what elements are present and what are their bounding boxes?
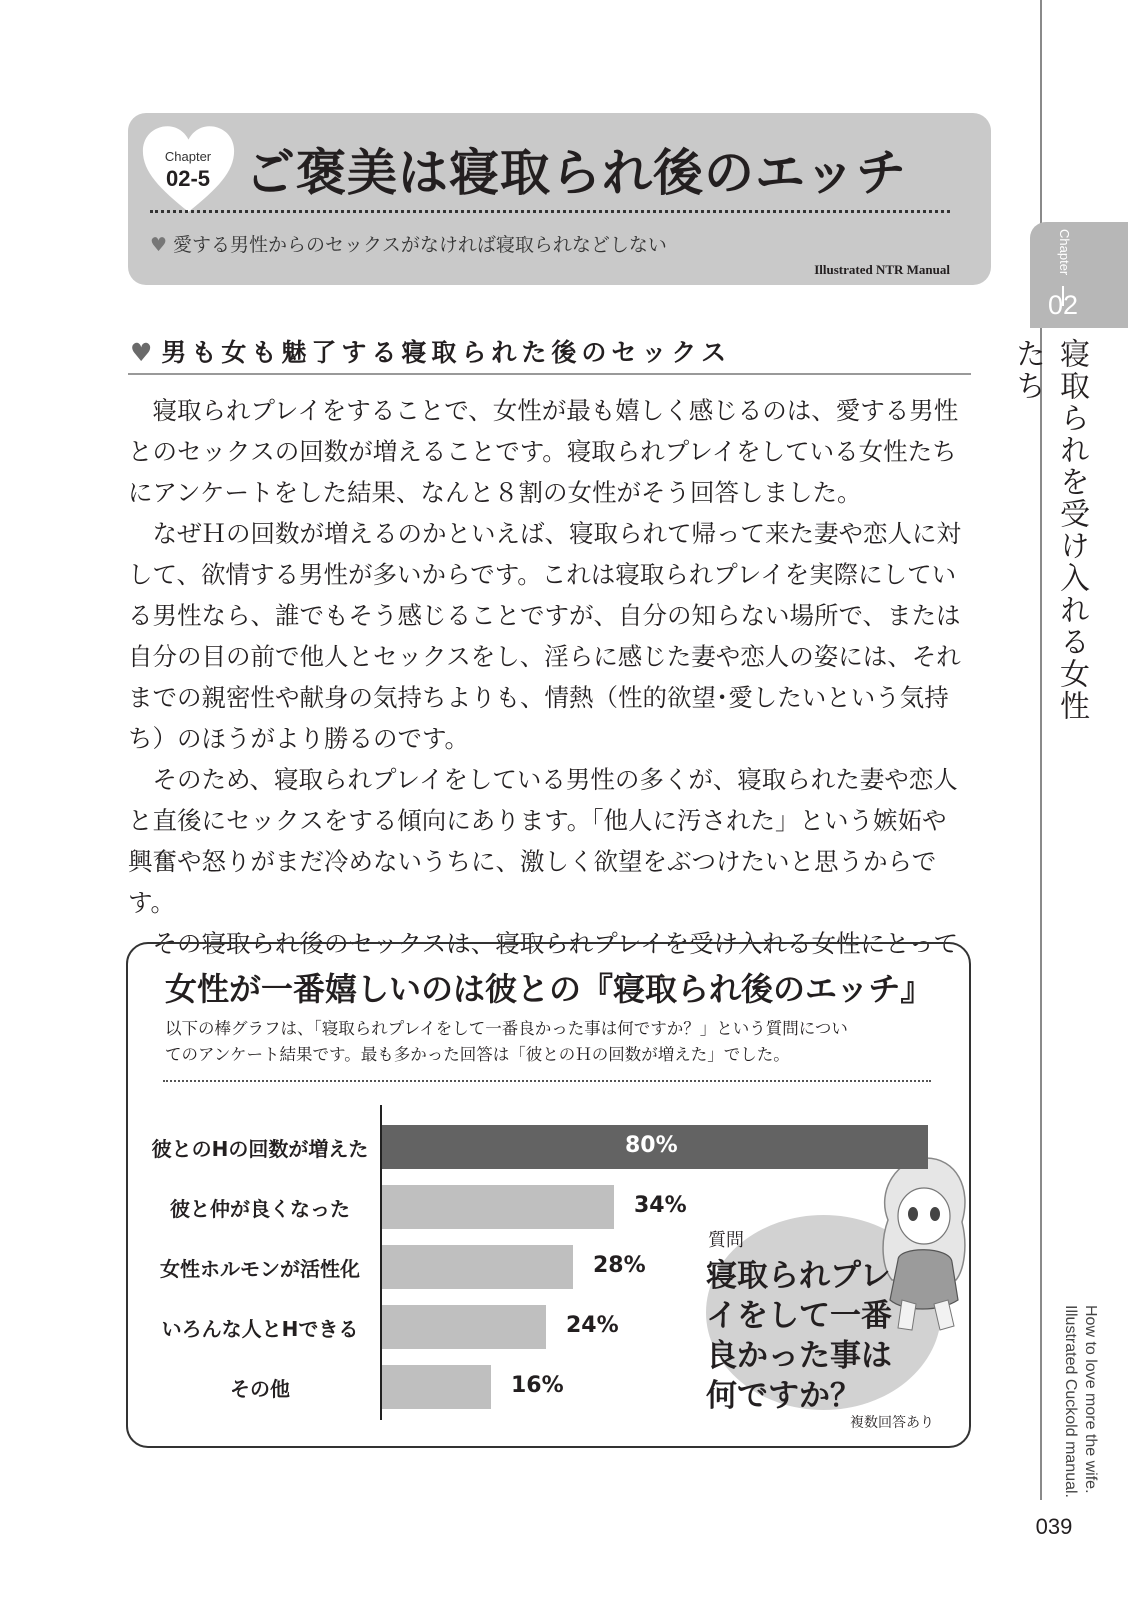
bar-category-label: 彼と仲が良くなった	[170, 1197, 350, 1221]
body-paragraph: その寝取られ後のセックスは、寝取られプレイを受け入れる女性にとって	[152, 929, 959, 958]
chapter-word: Chapter	[164, 149, 212, 164]
body-text	[128, 390, 971, 964]
page-title: ご褒美は寝取られ後のエッチ	[245, 144, 907, 202]
bar	[382, 1185, 614, 1229]
question-text-line: 寝取られプレ	[706, 1258, 891, 1294]
body-paragraph: そのため、寝取られプレイをしている男性の多くが、寝取られた妻や恋人と直後にセックスをする傾向にあります。「他人に汚された」という嫉妬や興奮や怒りがまだ冷めないうちに、激しく欲望をぶつけたいと思うからです。	[128, 765, 958, 917]
question-text-line: 何ですか？	[706, 1378, 861, 1414]
page-number: 039	[1035, 1514, 1073, 1539]
question-label: 質問	[708, 1230, 744, 1251]
header-dotted-divider	[150, 210, 950, 213]
chart-dotted-divider	[163, 1080, 931, 1082]
side-chapter-number: 02	[1048, 290, 1079, 320]
chart-description-line: てのアンケート結果です。最も多かった回答は「彼とのＨの回数が増えた」でした。	[165, 1045, 790, 1064]
bar-value-label: 80%	[625, 1133, 678, 1158]
page-subtitle	[150, 230, 950, 257]
book-name: Illustrated NTR Manual	[814, 262, 950, 277]
chapter-number: 02-5	[165, 166, 211, 191]
bar-value-label: 34%	[634, 1193, 687, 1218]
bar-category-label: 彼とのHの回数が増えた	[151, 1137, 369, 1161]
body-paragraph: なぜＨの回数が増えるのかといえば、寝取られて帰って来た妻や恋人に対して、欲情する男性が多いからです。これは寝取られプレイを実際にしている男性なら、誰でもそう感じることですが、自分の知らない場所で、または自分の目の前で他人とセックスをし、淫らに感じた妻や恋人の姿には、それまでの親密性や献身の気持ちよりも、情熱（性的欲望･愛したいという気持ち）のほうがより勝るのです。	[128, 519, 961, 753]
bar-category-label: 女性ホルモンが活性化	[160, 1257, 360, 1281]
question-text-line: 良かった事は	[706, 1338, 892, 1374]
heart-bullet-icon: ♥	[150, 234, 168, 256]
bar-category-label: いろんな人とHできる	[161, 1317, 359, 1341]
bar-value-label: 16%	[511, 1373, 564, 1398]
chart-title: 女性が一番嬉しいのは彼との『寝取られ後のエッチ』	[165, 970, 933, 1008]
section-heading	[130, 333, 970, 369]
chart-description-line: 以下の棒グラフは、「寝取られプレイをして一番良かった事は何ですか？」という質問につい	[165, 1019, 848, 1038]
body-paragraph: 寝取られプレイをすることで、女性が最も嬉しく感じるのは、愛する男性とのセックスの回数が増えることです。寝取られプレイをしている女性たちにアンケートをした結果、なんと８割の女性がそう回答しました。	[128, 396, 959, 507]
bar-category-label: その他	[230, 1377, 290, 1401]
heart-bullet-icon: ♥	[130, 338, 158, 367]
chart-note: 複数回答あり	[850, 1415, 934, 1431]
section-rule	[128, 373, 971, 375]
question-text	[706, 1256, 906, 1416]
bar-value-label: 24%	[566, 1313, 619, 1338]
bar	[382, 1245, 573, 1289]
side-vertical-title: 寝取られを受け入れる女性たち	[1010, 338, 1089, 722]
side-english-caption: How to love more the wife. Illustrated Cuckold manual.	[1062, 1305, 1099, 1498]
bar	[382, 1305, 546, 1349]
bar-value-label: 28%	[593, 1253, 646, 1278]
side-chapter-word: Chapter	[1057, 229, 1072, 276]
bar	[382, 1365, 491, 1409]
subtitle-text: 愛する男性からのセックスがなければ寝取られなどしない	[173, 234, 667, 256]
section-heading-text: 男も女も魅了する寝取られた後のセックス	[161, 338, 732, 367]
question-text-line: イをして一番	[706, 1298, 892, 1334]
chart-description	[165, 1016, 955, 1068]
